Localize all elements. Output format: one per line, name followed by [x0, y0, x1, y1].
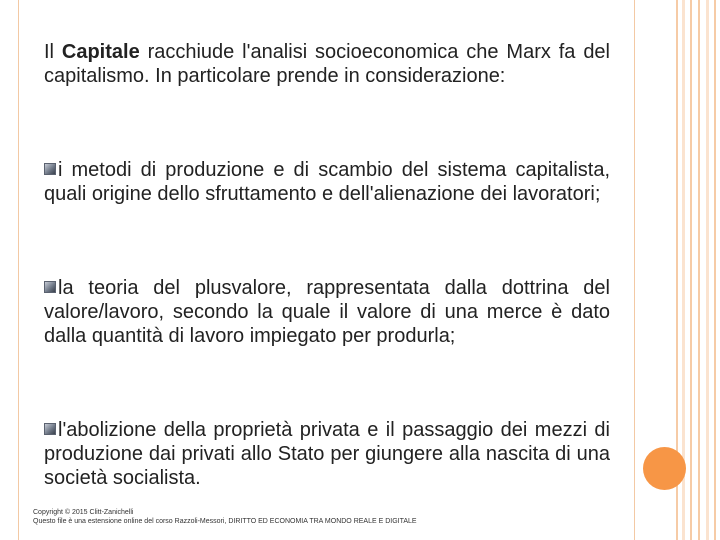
orange-circle-decoration	[643, 447, 686, 490]
bullet-text-1: i metodi di produzione e di scambio del sistema capitalista, quali origine dello sfruttamento e dell'alienazione dei lavoratori;	[44, 159, 610, 205]
checkbox-bullet-icon	[44, 423, 56, 435]
intro-text: racchiude l'analisi socioeconomica che Marx fa del capitalismo. In particolare prende in considerazione:	[44, 41, 611, 87]
bullet-item-1	[44, 158, 610, 206]
bullet-item-2	[44, 276, 610, 348]
bullet-text-3: l'abolizione della proprietà privata e il passaggio dei mezzi di produzione dai privati allo Stato per giungere alla nascita di una società socialista.	[44, 419, 610, 489]
intro-bold-title: Capitale	[61, 41, 140, 63]
checkbox-bullet-icon	[44, 281, 56, 293]
bullet-text-2: la teoria del plusvalore, rappresentata dalla dottrina del valore/lavoro, secondo la quale il valore di una merce è dato dalla quantità di lavoro impiegato per produrla;	[44, 277, 610, 347]
intro-paragraph	[44, 40, 610, 88]
footer-copyright: Copyright © 2015 Clitt-Zanichelli	[33, 509, 134, 516]
footer-note: Questo file è una estensione online del corso Razzoli-Messori, DIRITTO ED ECONOMIA TRA MONDO REALE E DIGITALE	[33, 518, 417, 525]
checkbox-bullet-icon	[44, 163, 56, 175]
bullet-item-3	[44, 418, 610, 490]
footer	[33, 508, 453, 526]
intro-prefix: Il	[44, 41, 62, 63]
